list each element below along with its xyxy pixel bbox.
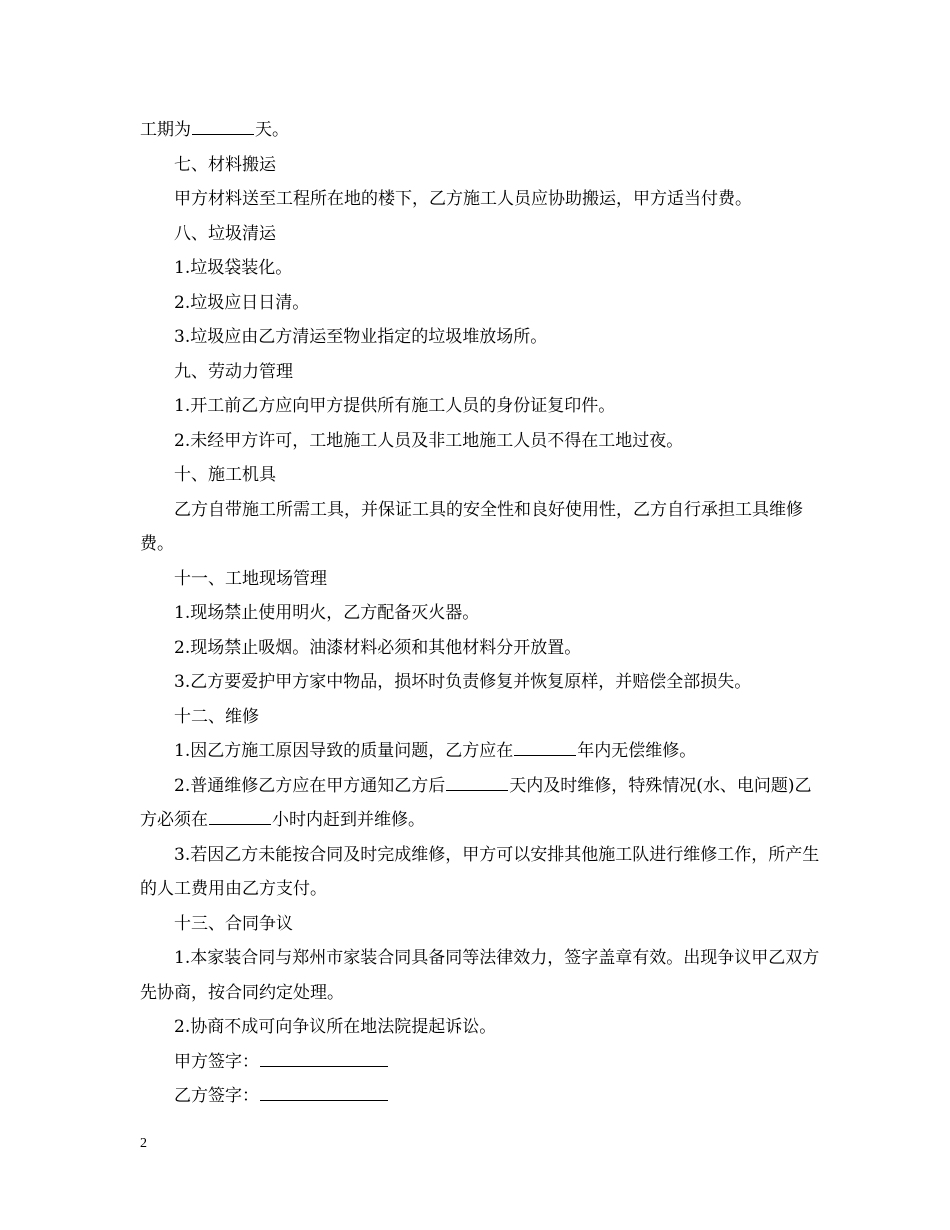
paragraph <box>140 493 820 562</box>
paragraph <box>140 941 820 1010</box>
paragraph <box>140 1045 820 1080</box>
paragraph <box>140 838 820 907</box>
page-number: 2 <box>140 1136 147 1151</box>
paragraph <box>140 424 820 459</box>
paragraph <box>140 631 820 666</box>
paragraph <box>140 286 820 321</box>
paragraph <box>140 217 820 252</box>
paragraph-text: 工期为 <box>140 120 191 140</box>
fill-in-blank[interactable] <box>260 1052 388 1067</box>
paragraph-text: 九、劳动力管理 <box>174 361 293 382</box>
paragraph-text: 2.未经甲方许可，工地施工人员及非工地施工人员不得在工地过夜。 <box>174 430 684 451</box>
paragraph-text: 年内无偿维修。 <box>577 741 697 761</box>
paragraph-text: 2.普通维修乙方应在甲方通知乙方后 <box>174 775 446 796</box>
paragraph <box>140 596 820 631</box>
paragraph-text: 十三、合同争议 <box>174 913 293 934</box>
paragraph-text: 3.乙方要爱护甲方家中物品，损坏时负责修复并恢复原样，并赔偿全部损失。 <box>174 672 752 692</box>
paragraph <box>140 389 820 424</box>
paragraph-text: 1.垃圾袋装化。 <box>174 258 293 278</box>
paragraph-text: 天内及时维修，特殊情况(水、电问题)乙方必须在 <box>140 775 812 830</box>
paragraph-text: 八、垃圾清运 <box>174 223 276 244</box>
paragraph <box>140 251 820 286</box>
paragraph-text: 小时内赶到并维修。 <box>272 810 425 830</box>
paragraph-text: 十一、工地现场管理 <box>174 568 327 589</box>
paragraph <box>140 665 820 700</box>
paragraph-text: 1.开工前乙方应向甲方提供所有施工人员的身份证复印件。 <box>174 396 616 416</box>
paragraph <box>140 148 820 183</box>
paragraph-text: 1.现场禁止使用明火，乙方配备灭火器。 <box>174 603 480 623</box>
paragraph <box>140 320 820 355</box>
paragraph <box>140 1010 820 1045</box>
paragraph-text: 2.现场禁止吸烟。油漆材料必须和其他材料分开放置。 <box>174 637 582 658</box>
paragraph <box>140 700 820 735</box>
paragraph-text: 乙方自带施工所需工具，并保证工具的安全性和良好使用性，乙方自行承担工具维修费。 <box>140 499 803 554</box>
paragraph-text: 2.垃圾应日日清。 <box>174 292 310 313</box>
paragraph-text: 天。 <box>255 120 289 140</box>
paragraph <box>140 734 820 769</box>
paragraph <box>140 907 820 942</box>
paragraph-text: 甲方签字： <box>174 1051 259 1072</box>
paragraph <box>140 458 820 493</box>
paragraph-text: 1.本家装合同与郑州市家装合同具备同等法律效力，签字盖章有效。出现争议甲乙双方先协商，按合同约定处理。 <box>140 948 820 1003</box>
paragraph <box>140 769 820 838</box>
fill-in-blank[interactable] <box>514 741 576 756</box>
paragraph-text: 3.若因乙方未能按合同及时完成维修，甲方可以安排其他施工队进行维修工作，所产生的人工费用由乙方支付。 <box>140 844 820 899</box>
paragraph-text: 1.因乙方施工原因导致的质量问题，乙方应在 <box>174 741 514 761</box>
paragraph <box>140 355 820 390</box>
paragraph-text: 甲方材料送至工程所在地的楼下，乙方施工人员应协助搬运，甲方适当付费。 <box>174 189 752 209</box>
paragraph-text: 2.协商不成可向争议所在地法院提起诉讼。 <box>174 1017 497 1037</box>
fill-in-blank[interactable] <box>260 1086 388 1101</box>
paragraph-text: 3.垃圾应由乙方清运至物业指定的垃圾堆放场所。 <box>174 327 548 347</box>
paragraph-text: 七、材料搬运 <box>174 154 276 175</box>
paragraph <box>140 1079 820 1114</box>
paragraph-text: 十二、维修 <box>174 706 259 727</box>
document-body <box>140 113 820 1114</box>
paragraph <box>140 113 820 148</box>
fill-in-blank[interactable] <box>446 776 508 791</box>
paragraph-text: 乙方签字： <box>174 1086 259 1106</box>
paragraph <box>140 182 820 217</box>
paragraph <box>140 562 820 597</box>
fill-in-blank[interactable] <box>192 120 254 135</box>
paragraph-text: 十、施工机具 <box>174 465 276 485</box>
fill-in-blank[interactable] <box>209 810 271 825</box>
